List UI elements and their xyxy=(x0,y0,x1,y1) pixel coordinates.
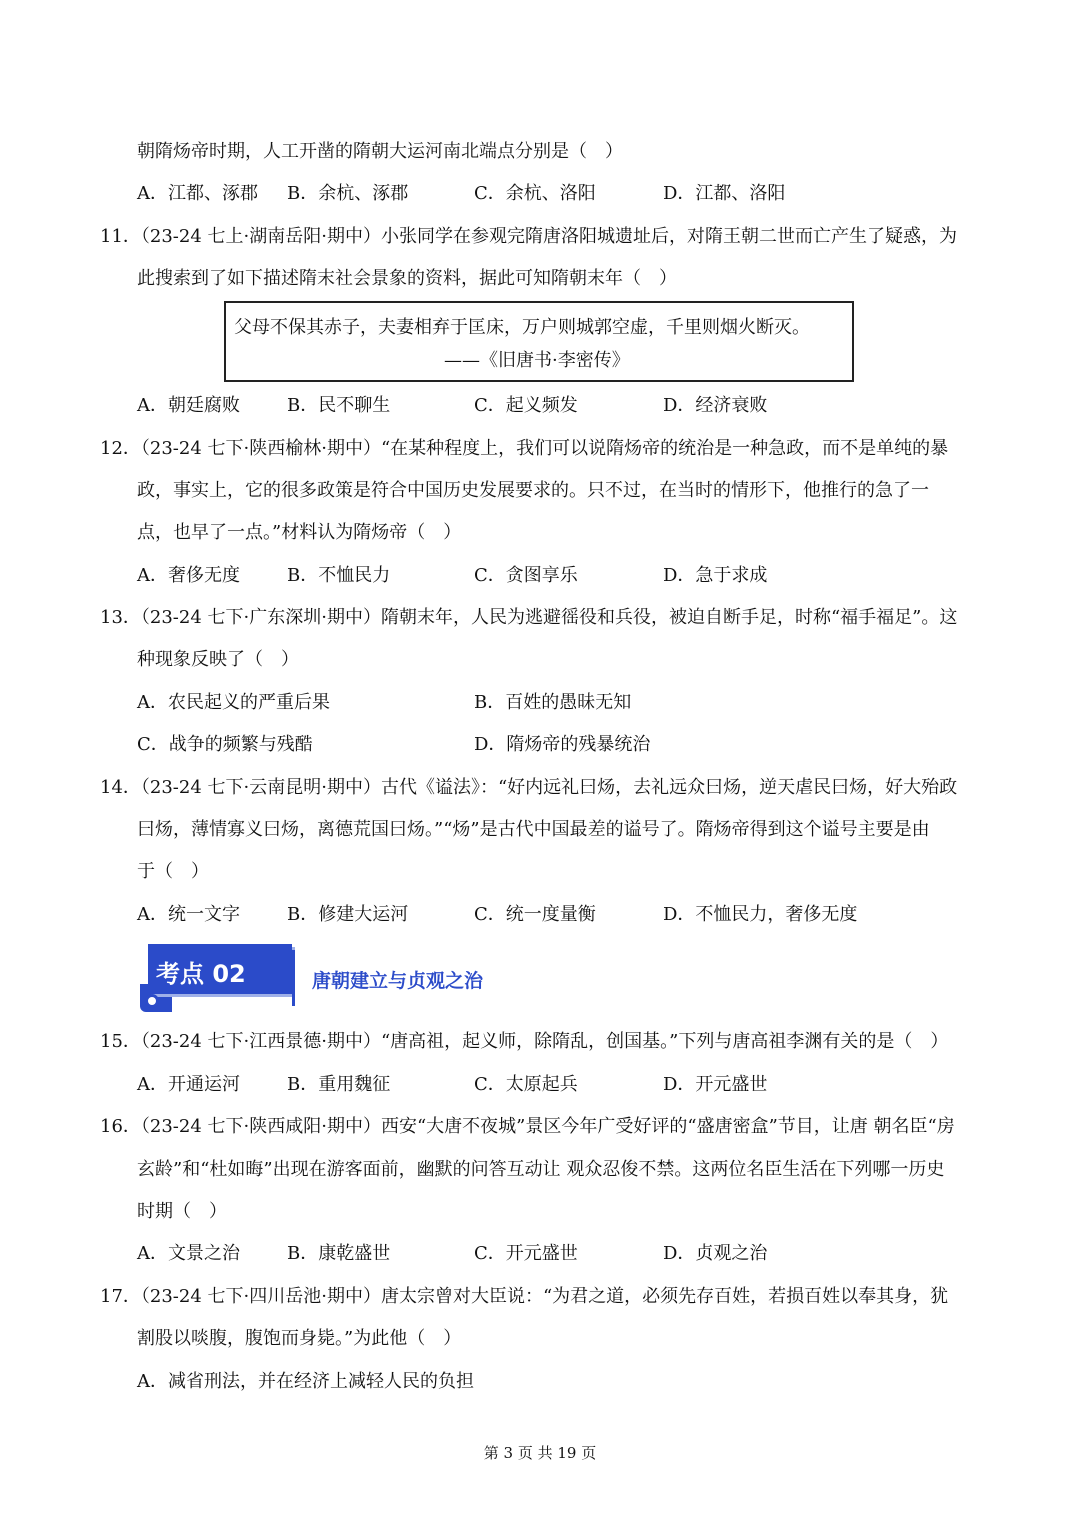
option-c: C．贪图享乐 xyxy=(474,565,578,586)
badge-dot-icon xyxy=(145,994,159,1008)
option-d: D．贞观之治 xyxy=(663,1243,768,1264)
option-d: D．隋炀帝的残暴统治 xyxy=(474,734,651,755)
option-b: B．修建大运河 xyxy=(287,904,409,925)
badge-main-shape xyxy=(148,944,292,994)
section-title: 唐朝建立与贞观之治 xyxy=(312,970,484,992)
question-16-line-1: 16．（23-24 七下·陕西咸阳·期中）西安“大唐不夜城”景区今年广受好评的“盛唐密盒”节目，让唐 朝名臣“房 xyxy=(100,1116,955,1137)
option-d: D．急于求成 xyxy=(663,565,768,586)
option-a: A．统一文字 xyxy=(137,904,240,925)
section-badge xyxy=(140,944,300,1012)
question-16-line-2: 玄龄”和“杜如晦”出现在游客面前，幽默的问答互动让 观众忍俊不禁。这两位名臣生活在下列哪一历史 xyxy=(137,1159,945,1180)
option-a: A．开通运河 xyxy=(137,1074,240,1095)
option-b: B．百姓的愚昧无知 xyxy=(474,692,632,713)
option-b: B．不恤民力 xyxy=(287,565,391,586)
question-14-line-3: 于（ ） xyxy=(137,861,209,882)
question-14-line-2: 曰炀，薄情寡义曰炀，离德荒国曰炀。”“炀”是古代中国最差的谥号了。隋炀帝得到这个谥号主要是由 xyxy=(137,819,930,840)
option-b: B．康乾盛世 xyxy=(287,1243,391,1264)
question-12-line-2: 政，事实上，它的很多政策是符合中国历史发展要求的。只不过，在当时的情形下，他推行的急了一 xyxy=(137,480,929,501)
option-d: D．不恤民力，奢侈无度 xyxy=(663,904,858,925)
option-a: A．江都、涿郡 xyxy=(137,183,258,204)
option-b: B．重用魏征 xyxy=(287,1074,391,1095)
question-17-line-2: 割股以啖腹，腹饱而身毙。”为此他（ ） xyxy=(137,1328,462,1349)
question-13-line-1: 13．（23-24 七下·广东深圳·期中）隋朝末年，人民为逃避徭役和兵役，被迫自断手足，时称“福手福足”。这 xyxy=(100,607,958,628)
option-c: C．战争的频繁与残酷 xyxy=(137,734,313,755)
question-text: 朝隋炀帝时期，人工开凿的隋朝大运河南北端点分别是（ ） xyxy=(137,141,623,162)
option-b: B．民不聊生 xyxy=(287,395,391,416)
option-c: C．起义频发 xyxy=(474,395,578,416)
page-footer: 第 3 页 共 19 页 xyxy=(483,1444,597,1462)
badge-divider xyxy=(292,950,295,1006)
question-11-line-1: 11．（23-24 七上·湖南岳阳·期中）小张同学在参观完隋唐洛阳城遗址后，对隋王朝二世而亡产生了疑惑，为 xyxy=(100,226,957,247)
option-a: A．减省刑法，并在经济上减轻人民的负担 xyxy=(137,1371,474,1392)
question-16-line-3: 时期（ ） xyxy=(137,1201,227,1222)
question-17-line-1: 17．（23-24 七下·四川岳池·期中）唐太宗曾对大臣说：“为君之道，必须先存百姓，若损百姓以奉其身，犹 xyxy=(100,1286,949,1307)
question-14-line-1: 14．（23-24 七下·云南昆明·期中）古代《谥法》：“好内远礼曰炀，去礼远众曰炀，逆天虐民曰炀，好大殆政 xyxy=(100,777,958,798)
option-d: D．开元盛世 xyxy=(663,1074,768,1095)
option-c: C．太原起兵 xyxy=(474,1074,578,1095)
section-badge-label: 考点 02 xyxy=(156,960,246,988)
option-a: A．农民起义的严重后果 xyxy=(137,692,330,713)
question-15-line-1: 15．（23-24 七下·江西景德·期中）“唐高祖，起义师，除隋乱，创国基。”下列与唐高祖李渊有关的是（ ） xyxy=(100,1031,949,1052)
option-d: D．经济衰败 xyxy=(663,395,768,416)
quote-text: 父母不保其赤子，夫妻相弃于匡床，万户则城郭空虚，千里则烟火断灭。 xyxy=(234,317,810,338)
option-d: D．江都、洛阳 xyxy=(663,183,786,204)
option-c: C．开元盛世 xyxy=(474,1243,578,1264)
question-12-line-3: 点，也早了一点。”材料认为隋炀帝（ ） xyxy=(137,522,462,543)
option-c: C．余杭、洛阳 xyxy=(474,183,596,204)
question-11-line-2: 此搜索到了如下描述隋末社会景象的资料，据此可知隋朝末年（ ） xyxy=(137,268,677,289)
option-b: B．余杭、涿郡 xyxy=(287,183,409,204)
option-a: A．朝廷腐败 xyxy=(137,395,240,416)
option-a: A．文景之治 xyxy=(137,1243,240,1264)
question-12-line-1: 12．（23-24 七下·陕西榆林·期中）“在某种程度上，我们可以说隋炀帝的统治是一种急政，而不是单纯的暴 xyxy=(100,438,949,459)
question-13-line-2: 种现象反映了（ ） xyxy=(137,649,299,670)
option-a: A．奢侈无度 xyxy=(137,565,240,586)
quote-source: ——《旧唐书·李密传》 xyxy=(444,350,630,371)
option-c: C．统一度量衡 xyxy=(474,904,596,925)
